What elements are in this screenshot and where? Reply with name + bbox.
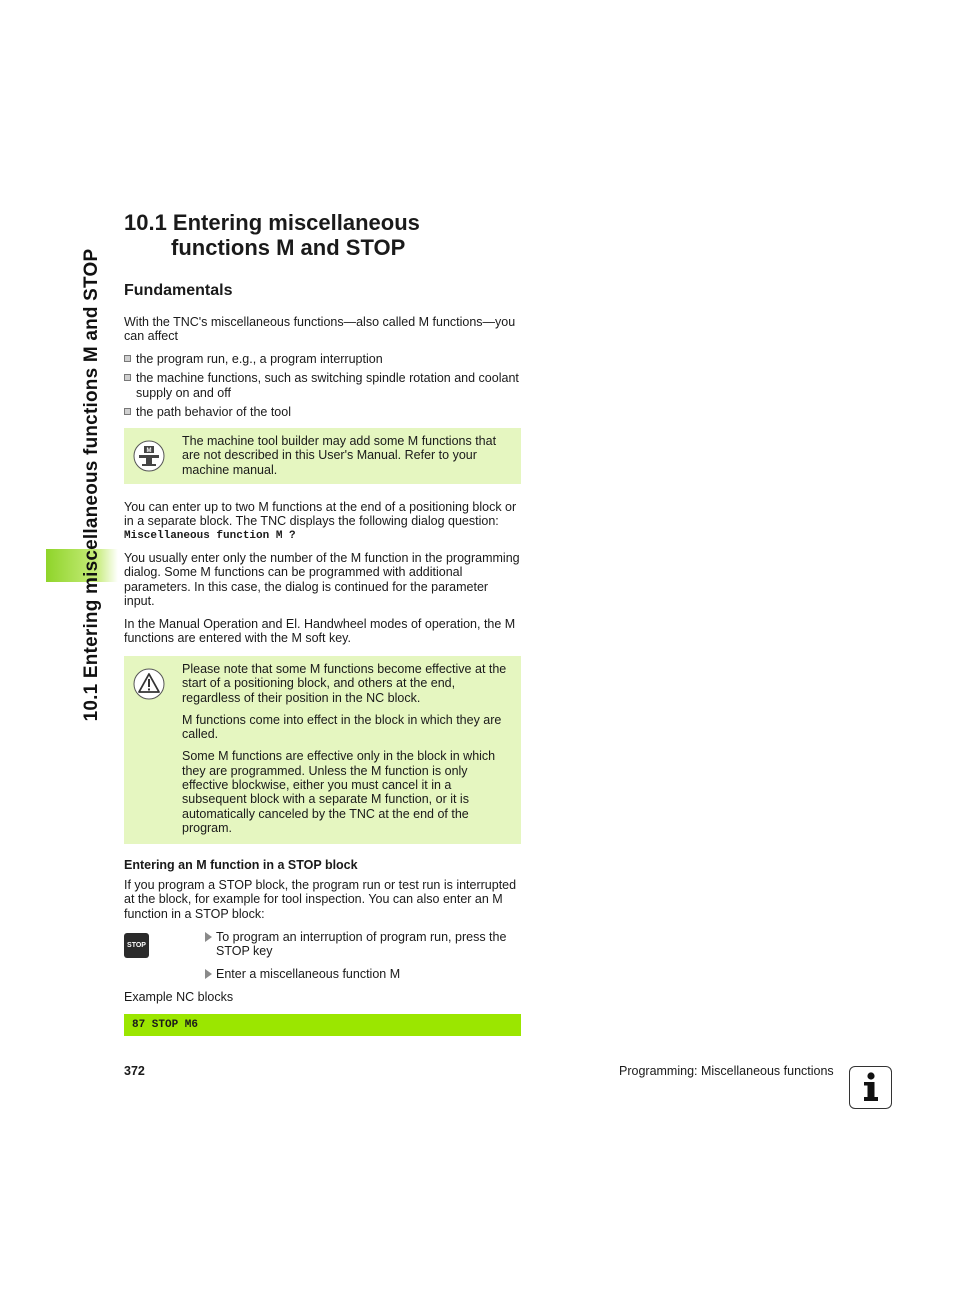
- paragraph: If you program a STOP block, the program run or test run is interrupted at the block, for example for tool inspection. You can also enter an M function in a STOP block:: [124, 878, 517, 921]
- machine-note-box: [124, 428, 521, 484]
- warning-note-text: M functions come into effect in the block in which they are called.: [182, 712, 502, 742]
- bullet-square-icon: [124, 408, 131, 415]
- machine-manual-icon: [133, 440, 165, 472]
- subsection-title: Entering an M function in a STOP block: [124, 858, 358, 872]
- info-icon: [849, 1066, 892, 1109]
- arrow-right-icon: [205, 932, 212, 942]
- list-item: the machine functions, such as switching spindle rotation and coolant supply on and off: [124, 371, 522, 400]
- dialog-prompt: Miscellaneous function M ?: [124, 530, 296, 542]
- list-item: the program run, e.g., a program interruption: [124, 352, 522, 366]
- paragraph: In the Manual Operation and El. Handwheel modes of operation, the M functions are entered with the M soft key.: [124, 617, 516, 646]
- bullet-square-icon: [124, 355, 131, 362]
- step-item: To program an interruption of program run, press the STOP key: [205, 930, 534, 959]
- warning-note-text: Please note that some M functions become effective at the start of a positioning block, and others at the end, regardless of their position in the NC block.: [182, 662, 507, 705]
- stop-key-icon: STOP: [124, 933, 149, 958]
- warning-note-box: [124, 656, 521, 844]
- example-label: Example NC blocks: [124, 990, 234, 1004]
- paragraph: You can enter up to two M functions at the end of a positioning block or in a separate block. The TNC displays the following dialog question:: [124, 500, 517, 529]
- list-item: the path behavior of the tool: [124, 405, 522, 419]
- section-title: Fundamentals: [124, 282, 233, 299]
- page-title-line2: functions M and STOP: [171, 235, 406, 260]
- step-item: Enter a miscellaneous function M: [205, 967, 534, 981]
- code-block: 87 STOP M6: [124, 1014, 521, 1036]
- machine-note-text: The machine tool builder may add some M functions that are not described in this User's Manual. Refer to your machine manual.: [182, 434, 497, 477]
- paragraph: You usually enter only the number of the M function in the programming dialog. Some M functions can be programmed with additional parameters. In this case, the dialog is continued for the parameter input.: [124, 551, 520, 608]
- warning-note-text: Some M functions are effective only in the block in which they are programmed. Unless the M function is only effective blockwise, either you must cancel it in a subsequent block with a separate M function, or it is automatically canceled by the TNC at the end of the program.: [182, 749, 496, 835]
- warning-icon: [133, 668, 165, 700]
- bullet-list: [124, 352, 522, 424]
- page-title-line1: 10.1 Entering miscellaneous: [124, 210, 420, 235]
- arrow-right-icon: [205, 969, 212, 979]
- footer-chapter: Programming: Miscellaneous functions: [619, 1064, 834, 1078]
- page-title: [124, 210, 544, 260]
- intro-paragraph: With the TNC's miscellaneous functions—also called M functions—you can affect: [124, 315, 516, 344]
- page-number: 372: [124, 1064, 145, 1078]
- svg-text:M: M: [146, 448, 152, 454]
- bullet-square-icon: [124, 374, 131, 381]
